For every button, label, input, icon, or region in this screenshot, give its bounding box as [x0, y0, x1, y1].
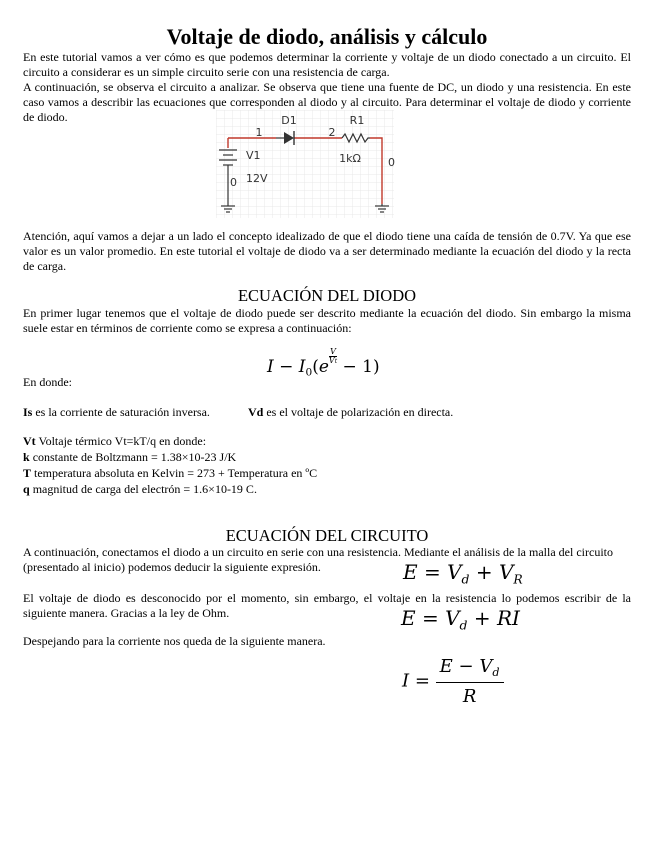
q-text: magnitud de carga del electrón = 1.6×10-19 C. — [29, 482, 257, 496]
node-0-right-label: 0 — [388, 156, 395, 169]
k-term: k — [23, 450, 30, 464]
vd-text: es el voltaje de polarización en directa. — [263, 405, 454, 419]
circuit-paragraph-2: El voltaje de diodo es desconocido por el momento, sin embargo, el voltaje en la resistencia lo podemos escribir de la siguiente manera. Gracias a la ley de Ohm. — [23, 591, 631, 620]
node-1-label: 1 — [255, 126, 263, 139]
source-value: 12V — [246, 172, 268, 185]
ohm-equation: $E = V_d$ + RI — [401, 606, 520, 633]
t-definition — [23, 466, 317, 481]
t-term: T — [23, 466, 32, 480]
current-equation: I = $\frac{E - V_d}{R}$ — [402, 656, 504, 707]
source-label: V1 — [246, 149, 261, 162]
page-title: Voltaje de diodo, análisis y cálculo — [166, 24, 488, 49]
intro-paragraph-1: En este tutorial vamos a ver cómo es que podemos determinar la corriente y voltaje de un diodo conectado a un circuito. El circuito a considerar es un simple circuito serie con una resistencia de carga. — [23, 50, 631, 79]
attention-paragraph: Atención, aquí vamos a dejar a un lado el concepto idealizado de que el diodo tiene una caída de tensión de 0.7V. Ya que ese valor es un valor promedio. En este tutorial el voltaje de diodo va a ser determinado mediante la ecuación del diodo y la recta de carga. — [23, 229, 631, 273]
diode-equation: $I - I_0(e$ $\frac{V}{Vt}$ − 1) — [267, 347, 380, 379]
resistor-label: R1 — [349, 114, 365, 127]
circuit-paragraph-1: A continuación, conectamos el diodo a un circuito en serie con una resistencia. Mediante el análisis de la malla del circuito (presentado al inicio) podemos deducir la siguiente expresión. — [23, 545, 613, 574]
vd-term: Vd — [248, 405, 264, 419]
mesh-equation: $E = V_d + V_R$ — [403, 560, 523, 587]
is-text: es la corriente de saturación inversa. — [32, 405, 210, 419]
vd-definition — [248, 405, 453, 420]
k-definition — [23, 450, 236, 465]
circuit-schematic — [216, 110, 394, 218]
q-term: q — [23, 482, 30, 496]
is-term: Is — [23, 405, 33, 419]
node-2-label: 2 — [328, 126, 336, 139]
resistor-value: 1kΩ — [339, 152, 361, 165]
is-definition — [23, 405, 210, 420]
diode-equation-intro: En primer lugar tenemos que el voltaje de diodo puede ser descrito mediante la ecuación del diodo. Sin embargo la misma suele estar en términos de corriente como se expresa a continuación: — [23, 306, 631, 335]
q-definition — [23, 482, 257, 497]
vt-term: Vt — [23, 434, 36, 448]
circuit-paragraph-3: Despejando para la corriente nos queda de la siguiente manera. — [23, 634, 326, 648]
t-text: temperatura absoluta en Kelvin = 273 + Temperatura en ºC — [31, 466, 318, 480]
circuit-equation-heading: ECUACIÓN DEL CIRCUITO — [225, 526, 429, 545]
intro-paragraph-2: A continuación, se observa el circuito a analizar. Se observa que tiene una fuente de DC, un diodo y una resistencia. En este caso vamos a describir las ecuaciones que corresponden al diodo y al circuito. Para determinar el voltaje de diodo y corriente de diodo. — [23, 80, 631, 124]
diode-label: D1 — [281, 114, 297, 127]
diode-equation-heading: ECUACIÓN DEL DIODO — [237, 286, 417, 305]
node-0-left-label: 0 — [230, 176, 237, 189]
where-label: En donde: — [23, 375, 72, 389]
vt-definition — [23, 434, 206, 449]
vt-text: Voltaje térmico Vt=kT/q en donde: — [35, 434, 207, 448]
k-text: constante de Boltzmann = 1.38×10-23 J/K — [29, 450, 237, 464]
